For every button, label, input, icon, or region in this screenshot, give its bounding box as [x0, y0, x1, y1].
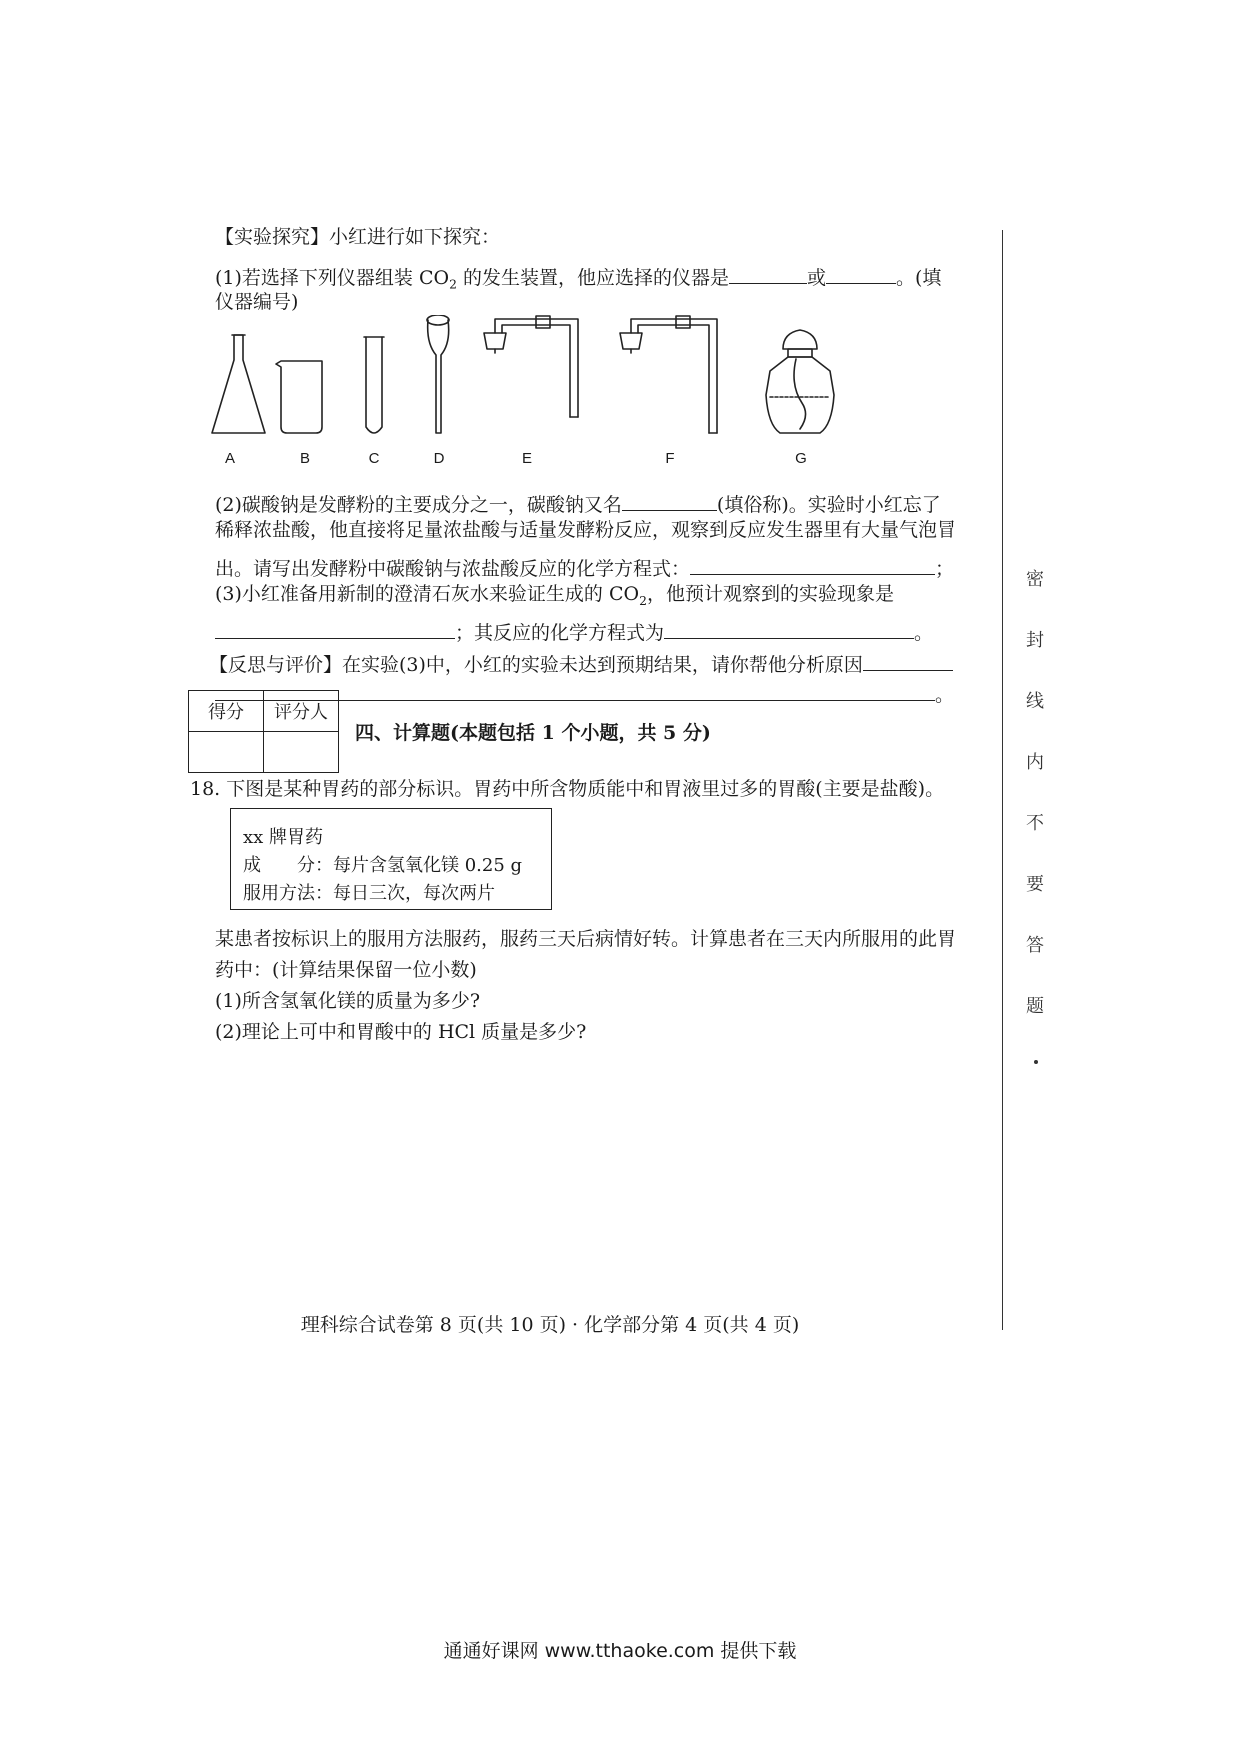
- apparatus-label-g: G: [795, 450, 807, 467]
- seal-dot: [1034, 1060, 1038, 1064]
- section-4-title: 四、计算题(本题包括 1 个小题，共 5 分): [355, 722, 711, 744]
- q2-line-3: [215, 553, 954, 579]
- q3-text-b: ，他预计观察到的实验现象是: [646, 583, 894, 605]
- seal-char-3: 线: [1026, 691, 1044, 712]
- beaker-icon: [276, 361, 322, 433]
- q18-intro: 18. 下图是某种胃药的部分标识。胃药中所含物质能中和胃液里过多的胃酸(主要是盐酸)。: [190, 778, 945, 800]
- q1-blank-2[interactable]: [826, 262, 896, 284]
- separatory-funnel-icon: [427, 315, 449, 433]
- q1-end: 。(填: [896, 266, 942, 289]
- seal-char-2: 封: [1026, 630, 1044, 651]
- stopper-with-tube-e-icon: [484, 316, 578, 417]
- q1-or: 或: [806, 266, 826, 289]
- score-header: 得分: [189, 691, 264, 732]
- q2-blank-equation[interactable]: [690, 553, 935, 575]
- q3-blank-phenomenon[interactable]: [215, 617, 455, 639]
- experiment-title: 【实验探究】小红进行如下探究：: [215, 226, 501, 248]
- q18-sub-question-2: (2)理论上可中和胃酸中的 HCl 质量是多少?: [215, 1021, 587, 1043]
- medicine-name: xx 牌胃药: [243, 827, 324, 848]
- grader-cell[interactable]: [264, 732, 339, 773]
- q2-line-2: 稀释浓盐酸，他直接将足量浓盐酸与适量发酵粉反应，观察到反应发生器里有大量气泡冒: [215, 519, 957, 541]
- q18-paragraph-1: 某患者按标识上的服用方法服药，服药三天后病情好转。计算患者在三天内所服用的此胃: [215, 928, 957, 950]
- question-1: [215, 262, 941, 291]
- seal-char-4: 内: [1026, 752, 1044, 773]
- apparatus-label-d: D: [433, 450, 445, 467]
- test-tube-icon: [364, 337, 384, 433]
- q3-text-a: (3)小红准备用新制的澄清石灰水来验证生成的 CO: [215, 583, 640, 605]
- medicine-component: 成 分：每片含氢氧化镁 0.25 g: [243, 855, 523, 876]
- q1-text-b: 的发生装置，他应选择的仪器是: [456, 266, 729, 289]
- seal-char-6: 要: [1026, 874, 1044, 895]
- apparatus-label-e: E: [521, 450, 532, 467]
- medicine-label: [230, 808, 552, 910]
- q3-line-2-end: 。: [914, 621, 934, 644]
- watermark-text: 通通好课网 www.tthaoke.com 提供下载: [443, 1640, 797, 1662]
- apparatus-figure: [210, 315, 950, 475]
- question-2: [215, 489, 941, 515]
- apparatus-drawing: [210, 315, 950, 450]
- q1-line-2: 仪器编号): [215, 291, 299, 313]
- apparatus-label-b: B: [299, 450, 310, 467]
- score-table: [188, 690, 339, 773]
- q1-blank-1[interactable]: [729, 262, 807, 284]
- medicine-usage: 服用方法：每日三次，每次两片: [243, 883, 495, 904]
- reflection-text: 【反思与评价】在实验(3)中，小红的实验未达到预期结果，请你帮他分析原因: [209, 653, 863, 676]
- q2-text-b: (填俗称)。实验时小红忘了: [716, 493, 941, 516]
- score-cell[interactable]: [189, 732, 264, 773]
- q3-subscript: 2: [639, 593, 647, 608]
- stopper-with-tube-f-icon: [620, 316, 717, 433]
- seal-char-5: 不: [1026, 813, 1044, 834]
- q3-line-2: [215, 617, 933, 643]
- q2-line-3-text: 出。请写出发酵粉中碳酸钠与浓盐酸反应的化学方程式：: [215, 557, 691, 580]
- reflection-end: 。: [935, 683, 955, 706]
- apparatus-label-f: F: [665, 450, 675, 467]
- reflection-blank-1[interactable]: [863, 649, 953, 671]
- reflection: [209, 649, 953, 675]
- q2-blank-1[interactable]: [622, 489, 717, 511]
- page-footer: 理科综合试卷第 8 页(共 10 页) · 化学部分第 4 页(共 4 页): [300, 1314, 800, 1336]
- question-3: [215, 585, 894, 607]
- q1-subscript: 2: [449, 277, 457, 292]
- q1-text-a: (1)若选择下列仪器组装 CO: [215, 266, 450, 289]
- alcohol-lamp-icon: [766, 330, 834, 433]
- grader-header: 评分人: [264, 691, 339, 732]
- q3-blank-equation[interactable]: [664, 617, 914, 639]
- seal-char-1: 密: [1026, 569, 1044, 590]
- q2-text-a: (2)碳酸钠是发酵粉的主要成分之一，碳酸钠又名: [215, 493, 622, 516]
- q18-paragraph-2: 药中：(计算结果保留一位小数): [215, 959, 477, 981]
- q2-line-3-end: ；: [935, 557, 955, 580]
- q18-sub-question-1: (1)所含氢氧化镁的质量为多少?: [215, 990, 481, 1012]
- seal-char-8: 题: [1026, 996, 1044, 1017]
- seal-char-7: 答: [1026, 935, 1044, 956]
- conical-flask-icon: [212, 335, 265, 433]
- q3-line-2-text: ；其反应的化学方程式为: [455, 621, 665, 644]
- apparatus-label-c: C: [368, 450, 380, 467]
- binding-line: [1002, 230, 1003, 1330]
- apparatus-label-a: A: [224, 450, 235, 467]
